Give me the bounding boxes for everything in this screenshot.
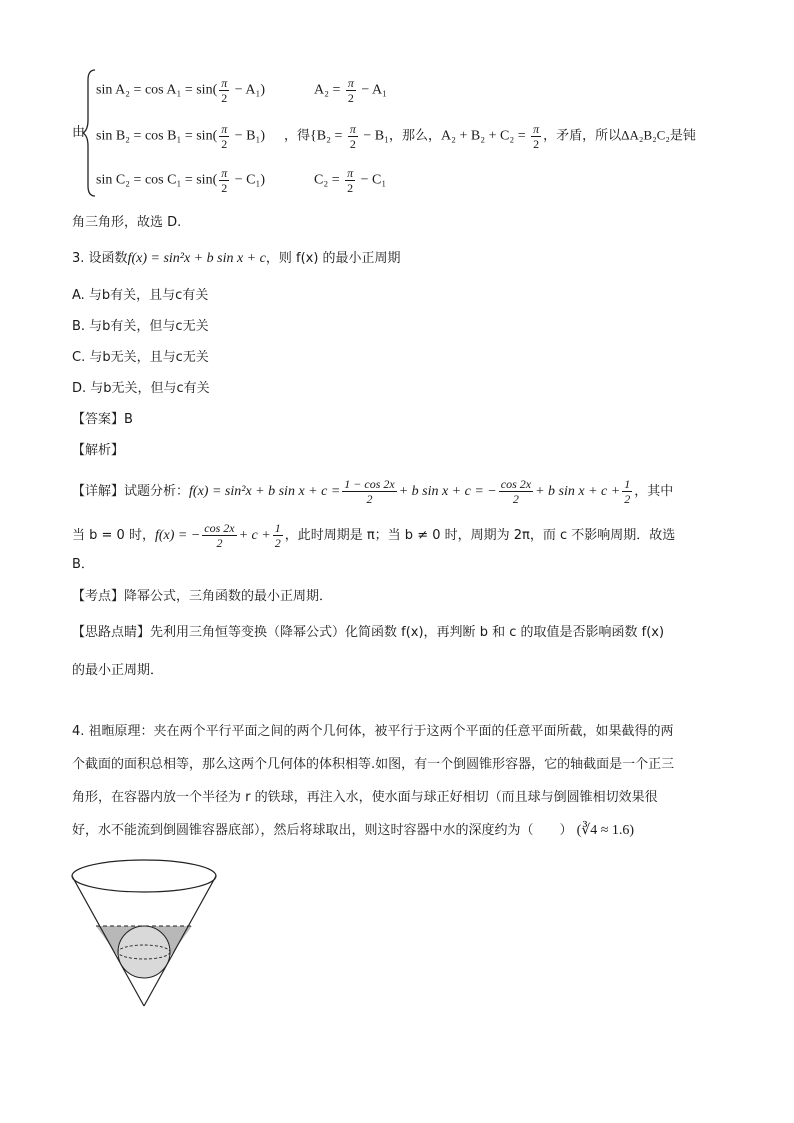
q3-answer: 【答案】B xyxy=(72,412,133,427)
continuation-text: 角三角形，故选 D. xyxy=(72,215,182,230)
q3-silu-continuation: 的最小正周期． xyxy=(72,663,164,678)
q3-detail-line-1: 【详解】试题分析：f(x) = sin²x + b sin x + c = $\frac{1 - \cos 2x}{2}$ + b sin x + c = − $\frac{\cos 2x}{2}$ + b sin x + c + $\frac{1}{2}$ ，其中 xyxy=(72,477,674,506)
cone-rim xyxy=(72,860,216,892)
q4-line-3: 角形，在容器内放一个半径为 r 的铁球，再注入水，使水面与球正好相切（而且球与倒圆锥相切效果很 xyxy=(72,790,658,805)
q4-line-1: 4. 祖暅原理：夹在两个平行平面之间的两个几何体，被平行于这两个平面的任意平面所截，如果截得的两 xyxy=(72,724,674,739)
q3-option-b: B. 与b有关，但与c无关 xyxy=(72,319,209,334)
system-row-3: sin C₂ = cos C₁ = sin( $\frac{\pi}{2}$ − C₁) xyxy=(96,166,266,195)
q3-option-c: C. 与b无关，且与c无关 xyxy=(72,350,209,365)
q3-option-a: A. 与b有关，且与c有关 xyxy=(72,288,209,303)
q3-silu: 【思路点睛】先利用三角恒等变换（降幂公式）化简函数 f(x)，再判断 b 和 c 的取值是否影响函数 f(x) xyxy=(72,625,665,640)
q4-line-2: 个截面的面积总相等，那么这两个几何体的体积相等.如图，有一个倒圆锥形容器，它的轴截面是一个正三 xyxy=(72,757,675,772)
q3-kaodian: 【考点】降幂公式，三角函数的最小正周期． xyxy=(72,589,333,604)
system-row-1-right: A₂ = $\frac{\pi}{2}$ − A₁ xyxy=(314,76,388,105)
q3-stem: 3. 设函数f(x) = sin²x + b sin x + c，则 f(x) 的最小正周期 xyxy=(72,251,401,266)
q3-detail-line-2: 当 b = 0 时，f(x) = − $\frac{\cos 2x}{2}$ + c + $\frac{1}{2}$ ，此时周期是 π；当 b ≠ 0 时，周期为 2π，而 c 不影响周期．故选 xyxy=(72,521,676,550)
inverted-cone-figure xyxy=(66,856,224,1016)
system-row-2: sin B₂ = cos B₁ = sin( $\frac{\pi}{2}$ − B₁) xyxy=(96,122,266,151)
system-row-3-right: C₂ = $\frac{\pi}{2}$ − C₁ xyxy=(314,166,387,195)
system-row-2-right: ，得{B₂ = $\frac{\pi}{2}$ − B₁，那么，A₂ + B₂ + C₂ = $\frac{\pi}{2}$ ，矛盾，所以ΔA₂B₂C₂是钝 xyxy=(284,122,696,151)
q3-option-d: D. 与b无关，但与c有关 xyxy=(72,381,210,396)
q3-detail-line-3: B． xyxy=(72,557,94,572)
iron-ball xyxy=(118,926,170,978)
lead-word: 由 xyxy=(72,125,86,140)
system-row-1: sin A₂ = cos A₁ = sin( $\frac{\pi}{2}$ − A₁) xyxy=(96,76,266,105)
q4-line-4: 好，水不能流到倒圆锥容器底部），然后将球取出，则这时容器中水的深度约为（ ） (∛4 ≈ 1.6) xyxy=(72,823,635,838)
q3-analysis-label: 【解析】 xyxy=(72,443,125,458)
